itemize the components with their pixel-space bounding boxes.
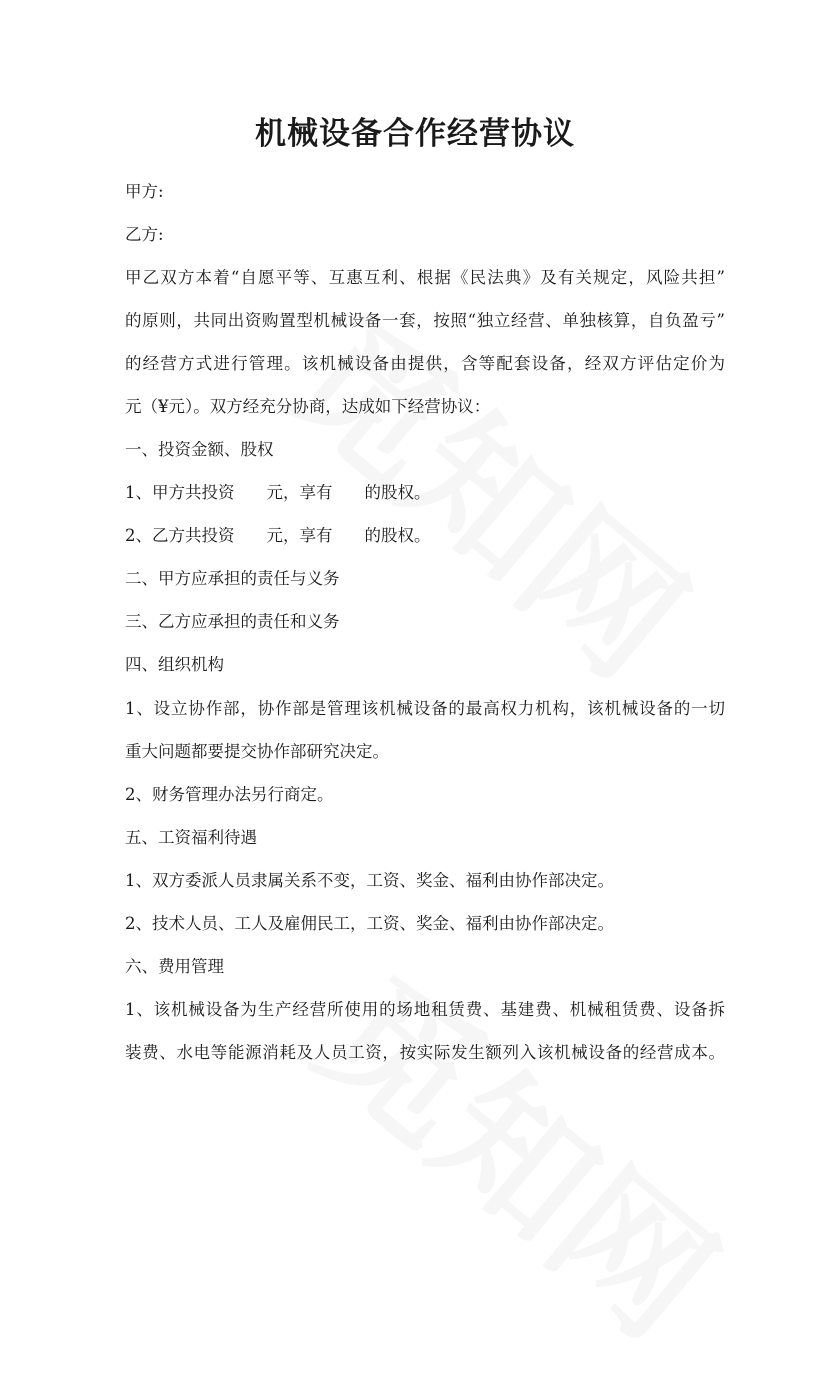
party-b-label: 乙方: — [125, 225, 164, 244]
watermark — [283, 921, 767, 1375]
section-5-item-2: 2、技术人员、工人及雇佣民工，工资、奖金、福利由协作部决定。 — [125, 914, 614, 933]
item-text: 元，享有 — [266, 483, 333, 502]
section-6-heading: 六、费用管理 — [125, 957, 224, 976]
intro-line-4: 元（¥元）。双方经充分协商，达成如下经营协议： — [125, 397, 491, 416]
item-text: 的股权。 — [364, 483, 431, 502]
section-4-item-1-line-2: 重大问题都要提交协作部研究决定。 — [125, 742, 389, 761]
intro-line-2: 的原则，共同出资购置型机械设备一套，按照“独立经营、单独核算，自负盈亏” — [125, 311, 725, 330]
item-text: 1、甲方共投资 — [125, 483, 235, 502]
intro-line-1: 甲乙双方本着“自愿平等、互惠互利、根据《民法典》及有关规定，风险共担” — [125, 268, 725, 287]
section-4-item-2: 2、财务管理办法另行商定。 — [125, 785, 334, 804]
section-3-heading: 三、乙方应承担的责任和义务 — [125, 612, 340, 631]
item-text: 元，享有 — [266, 526, 333, 545]
section-4-heading: 四、组织机构 — [125, 655, 224, 674]
item-text: 的股权。 — [364, 526, 431, 545]
section-5-item-1: 1、双方委派人员隶属关系不变，工资、奖金、福利由协作部决定。 — [125, 871, 614, 890]
section-1-heading: 一、投资金额、股权 — [125, 440, 274, 459]
document-title: 机械设备合作经营协议 — [255, 116, 575, 152]
intro-line-3: 的经营方式进行管理。该机械设备由提供，含等配套设备，经双方评估定价为 — [125, 354, 725, 373]
section-6-item-1-line-2: 装费、水电等能源消耗及人员工资，按实际发生额列入该机械设备的经营成本。 — [125, 1043, 725, 1062]
section-4-item-1-line-1: 1、设立协作部，协作部是管理该机械设备的最高权力机构，该机械设备的一切 — [125, 699, 725, 718]
section-1-item-2 — [125, 524, 725, 548]
section-5-heading: 五、工资福利待遇 — [125, 828, 257, 847]
item-text: 2、乙方共投资 — [125, 526, 235, 545]
section-1-item-1 — [125, 481, 725, 505]
section-6-item-1-line-1: 1、该机械设备为生产经营所使用的场地租赁费、基建费、机械租赁费、设备拆 — [125, 1000, 725, 1019]
party-a-label: 甲方: — [125, 182, 164, 201]
section-2-heading: 二、甲方应承担的责任与义务 — [125, 569, 340, 588]
